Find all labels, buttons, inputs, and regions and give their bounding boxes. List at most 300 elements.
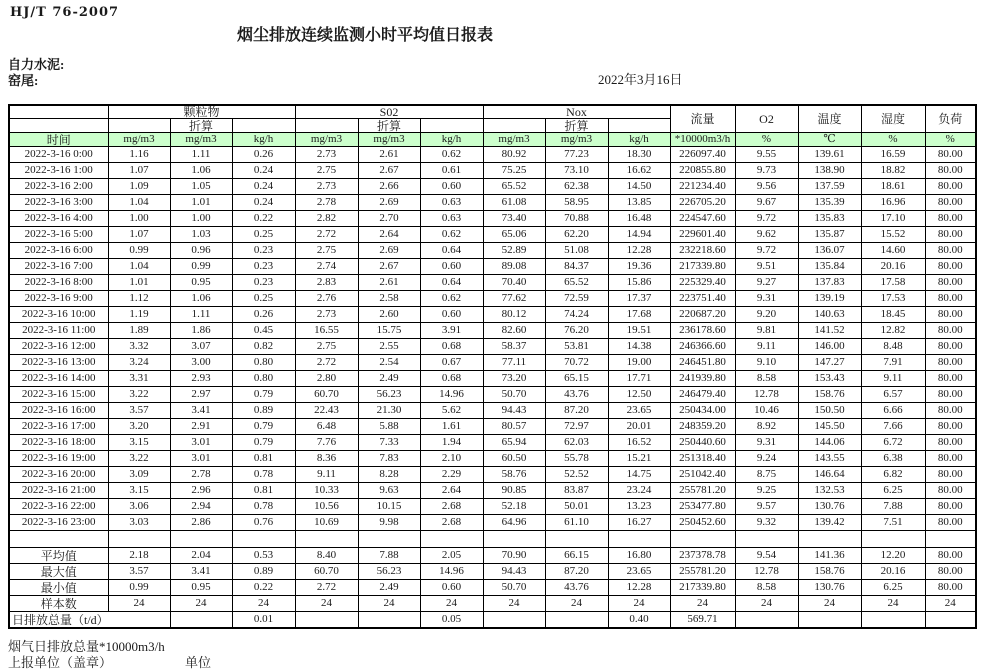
value-cell: 13.85 xyxy=(608,195,670,211)
value-cell: 75.25 xyxy=(483,163,545,179)
value-cell: 80.00 xyxy=(925,403,976,419)
value-cell: 229601.40 xyxy=(670,227,735,243)
value-cell: 9.11 xyxy=(735,339,798,355)
unit-cell: kg/h xyxy=(608,133,670,147)
value-cell: 80.00 xyxy=(925,387,976,403)
value-cell: 2.96 xyxy=(170,483,232,499)
value-cell: 17.10 xyxy=(861,211,925,227)
value-cell: 1.07 xyxy=(108,163,170,179)
table-row xyxy=(9,179,976,195)
value-cell: 237378.78 xyxy=(670,548,735,564)
value-cell xyxy=(170,531,232,548)
value-cell: 24 xyxy=(670,596,735,612)
value-cell: 2.72 xyxy=(295,355,358,371)
unit-cell: ℃ xyxy=(798,133,861,147)
value-cell: 64.96 xyxy=(483,515,545,531)
value-cell: 6.72 xyxy=(861,435,925,451)
value-cell: 56.23 xyxy=(358,564,420,580)
value-cell: 3.06 xyxy=(108,499,170,515)
value-cell: 130.76 xyxy=(798,499,861,515)
value-cell: 14.38 xyxy=(608,339,670,355)
value-cell: 62.38 xyxy=(545,179,608,195)
unit-cell: mg/m3 xyxy=(108,133,170,147)
value-cell xyxy=(545,531,608,548)
table-body xyxy=(9,147,976,629)
unit-cell: kg/h xyxy=(420,133,483,147)
value-cell: 1.01 xyxy=(170,195,232,211)
header-blank-cell xyxy=(420,119,483,133)
header-time: 时间 xyxy=(9,133,108,147)
value-cell: 9.51 xyxy=(735,259,798,275)
table-row xyxy=(9,243,976,259)
value-cell: 2.29 xyxy=(420,467,483,483)
value-cell: 3.01 xyxy=(170,435,232,451)
value-cell: 72.59 xyxy=(545,291,608,307)
value-cell xyxy=(108,531,170,548)
row-header-cell: 2022-3-16 23:00 xyxy=(9,515,108,531)
value-cell: 137.83 xyxy=(798,275,861,291)
value-cell: 24 xyxy=(861,596,925,612)
header-blank-cell xyxy=(483,119,545,133)
page-title: 烟尘排放连续监测小时平均值日报表 xyxy=(236,27,493,44)
value-cell: 7.91 xyxy=(861,355,925,371)
value-cell: 0.68 xyxy=(420,339,483,355)
value-cell: 0.01 xyxy=(232,612,295,629)
company-label: 自力水泥: xyxy=(8,57,65,72)
value-cell: 0.24 xyxy=(232,195,295,211)
value-cell: 0.22 xyxy=(232,211,295,227)
unit-cell: % xyxy=(925,133,976,147)
value-cell: 1.61 xyxy=(420,419,483,435)
table-row xyxy=(9,323,976,339)
value-cell: 80.00 xyxy=(925,435,976,451)
value-cell xyxy=(232,531,295,548)
value-cell: 19.00 xyxy=(608,355,670,371)
value-cell: 0.67 xyxy=(420,355,483,371)
value-cell: 19.51 xyxy=(608,323,670,339)
value-cell: 0.63 xyxy=(420,211,483,227)
row-header-cell: 2022-3-16 20:00 xyxy=(9,467,108,483)
value-cell: 0.22 xyxy=(232,580,295,596)
value-cell: 80.00 xyxy=(925,147,976,163)
header-group-so2: S02 xyxy=(295,105,483,119)
row-header-cell: 2022-3-16 21:00 xyxy=(9,483,108,499)
value-cell: 250452.60 xyxy=(670,515,735,531)
value-cell: 62.20 xyxy=(545,227,608,243)
value-cell: 1.05 xyxy=(170,179,232,195)
value-cell: 0.81 xyxy=(232,483,295,499)
value-cell: 23.24 xyxy=(608,483,670,499)
value-cell: 9.11 xyxy=(861,371,925,387)
value-cell: 0.60 xyxy=(420,307,483,323)
value-cell: 248359.20 xyxy=(670,419,735,435)
row-header-cell: 2022-3-16 1:00 xyxy=(9,163,108,179)
row-header-cell: 2022-3-16 18:00 xyxy=(9,435,108,451)
unit-cell: kg/h xyxy=(232,133,295,147)
value-cell xyxy=(170,612,232,629)
unit-cell: % xyxy=(735,133,798,147)
value-cell: 5.62 xyxy=(420,403,483,419)
value-cell: 94.43 xyxy=(483,564,545,580)
value-cell: 9.24 xyxy=(735,451,798,467)
value-cell: 16.48 xyxy=(608,211,670,227)
table-row xyxy=(9,195,976,211)
report-date: 2022年3月16日 xyxy=(598,72,683,87)
value-cell: 3.24 xyxy=(108,355,170,371)
header-units-row xyxy=(9,133,976,147)
value-cell xyxy=(735,612,798,629)
value-cell: 21.30 xyxy=(358,403,420,419)
value-cell: 225329.40 xyxy=(670,275,735,291)
value-cell: 9.32 xyxy=(735,515,798,531)
value-cell: 9.73 xyxy=(735,163,798,179)
value-cell: 1.04 xyxy=(108,195,170,211)
row-header-cell: 2022-3-16 13:00 xyxy=(9,355,108,371)
header-blank-cell xyxy=(108,119,170,133)
table-row xyxy=(9,355,976,371)
value-cell: 24 xyxy=(108,596,170,612)
value-cell: 0.24 xyxy=(232,163,295,179)
value-cell xyxy=(608,531,670,548)
value-cell: 138.90 xyxy=(798,163,861,179)
value-cell: 13.23 xyxy=(608,499,670,515)
value-cell: 3.07 xyxy=(170,339,232,355)
value-cell: 0.95 xyxy=(170,580,232,596)
value-cell: 135.39 xyxy=(798,195,861,211)
value-cell xyxy=(861,612,925,629)
value-cell: 9.10 xyxy=(735,355,798,371)
value-cell: 146.64 xyxy=(798,467,861,483)
value-cell: 50.01 xyxy=(545,499,608,515)
value-cell: 2.75 xyxy=(295,243,358,259)
value-cell: 80.00 xyxy=(925,355,976,371)
value-cell: 80.00 xyxy=(925,211,976,227)
header-blank-cell xyxy=(9,119,108,133)
value-cell: 7.76 xyxy=(295,435,358,451)
value-cell: 2.18 xyxy=(108,548,170,564)
value-cell: 1.11 xyxy=(170,307,232,323)
header-so2-converted: 折算 xyxy=(358,119,420,133)
value-cell: 80.00 xyxy=(925,323,976,339)
value-cell: 16.52 xyxy=(608,435,670,451)
value-cell: 9.54 xyxy=(735,548,798,564)
value-cell: 140.63 xyxy=(798,307,861,323)
value-cell: 3.01 xyxy=(170,451,232,467)
value-cell: 24 xyxy=(545,596,608,612)
header-nox-converted: 折算 xyxy=(545,119,608,133)
value-cell: 2.64 xyxy=(358,227,420,243)
value-cell: 19.36 xyxy=(608,259,670,275)
value-cell: 6.57 xyxy=(861,387,925,403)
value-cell: 3.41 xyxy=(170,403,232,419)
value-cell: 241939.80 xyxy=(670,371,735,387)
value-cell: 158.76 xyxy=(798,564,861,580)
value-cell: 1.06 xyxy=(170,163,232,179)
value-cell: 15.75 xyxy=(358,323,420,339)
value-cell: 16.80 xyxy=(608,548,670,564)
value-cell: 0.05 xyxy=(420,612,483,629)
value-cell: 12.20 xyxy=(861,548,925,564)
row-header-cell: 2022-3-16 12:00 xyxy=(9,339,108,355)
value-cell: 9.63 xyxy=(358,483,420,499)
value-cell: 2.68 xyxy=(420,515,483,531)
row-header-cell: 2022-3-16 11:00 xyxy=(9,323,108,339)
value-cell: 144.06 xyxy=(798,435,861,451)
value-cell: 7.66 xyxy=(861,419,925,435)
site-label: 窑尾: xyxy=(8,73,39,88)
value-cell: 22.43 xyxy=(295,403,358,419)
value-cell: 70.88 xyxy=(545,211,608,227)
value-cell: 0.89 xyxy=(232,564,295,580)
value-cell: 139.42 xyxy=(798,515,861,531)
table-row xyxy=(9,371,976,387)
value-cell: 255781.20 xyxy=(670,564,735,580)
value-cell: 17.37 xyxy=(608,291,670,307)
value-cell: 145.50 xyxy=(798,419,861,435)
value-cell: 70.40 xyxy=(483,275,545,291)
value-cell: 6.48 xyxy=(295,419,358,435)
value-cell: 70.90 xyxy=(483,548,545,564)
value-cell: 2.73 xyxy=(295,307,358,323)
value-cell: 89.08 xyxy=(483,259,545,275)
value-cell: 80.00 xyxy=(925,339,976,355)
value-cell: 80.00 xyxy=(925,195,976,211)
value-cell xyxy=(925,612,976,629)
row-header-cell: 2022-3-16 2:00 xyxy=(9,179,108,195)
value-cell: 65.06 xyxy=(483,227,545,243)
value-cell xyxy=(545,612,608,629)
header-time-blank xyxy=(9,105,108,119)
value-cell: 43.76 xyxy=(545,580,608,596)
value-cell: 24 xyxy=(798,596,861,612)
value-cell: 80.00 xyxy=(925,499,976,515)
value-cell: 77.62 xyxy=(483,291,545,307)
value-cell: 9.81 xyxy=(735,323,798,339)
value-cell: 16.96 xyxy=(861,195,925,211)
value-cell: 8.36 xyxy=(295,451,358,467)
row-header-cell: 平均值 xyxy=(9,548,108,564)
value-cell: 17.68 xyxy=(608,307,670,323)
value-cell: 2.67 xyxy=(358,259,420,275)
value-cell: 1.89 xyxy=(108,323,170,339)
value-cell: 94.43 xyxy=(483,403,545,419)
value-cell: 7.33 xyxy=(358,435,420,451)
value-cell: 8.28 xyxy=(358,467,420,483)
row-header-cell xyxy=(9,531,108,548)
value-cell: 0.23 xyxy=(232,275,295,291)
table-row xyxy=(9,211,976,227)
value-cell: 12.28 xyxy=(608,580,670,596)
value-cell: 24 xyxy=(295,596,358,612)
value-cell: 7.83 xyxy=(358,451,420,467)
value-cell: 20.16 xyxy=(861,259,925,275)
value-cell: 2.72 xyxy=(295,227,358,243)
value-cell xyxy=(358,531,420,548)
value-cell: 24 xyxy=(232,596,295,612)
value-cell: 0.78 xyxy=(232,467,295,483)
value-cell: 0.79 xyxy=(232,387,295,403)
value-cell: 0.26 xyxy=(232,147,295,163)
value-cell: 80.00 xyxy=(925,243,976,259)
header-humidity: 湿度 xyxy=(861,105,925,133)
row-header-cell: 2022-3-16 7:00 xyxy=(9,259,108,275)
row-header-cell: 2022-3-16 22:00 xyxy=(9,499,108,515)
header-temperature: 温度 xyxy=(798,105,861,133)
value-cell: 2.69 xyxy=(358,243,420,259)
value-cell: 2.58 xyxy=(358,291,420,307)
value-cell: 3.03 xyxy=(108,515,170,531)
value-cell: 139.61 xyxy=(798,147,861,163)
value-cell: 10.56 xyxy=(295,499,358,515)
flue-total-label: 烟气日排放总量*10000m3/h xyxy=(8,639,165,654)
value-cell: 0.64 xyxy=(420,243,483,259)
value-cell: 2.74 xyxy=(295,259,358,275)
value-cell: 3.41 xyxy=(170,564,232,580)
row-header-cell: 最大值 xyxy=(9,564,108,580)
value-cell: 0.62 xyxy=(420,291,483,307)
daily-total-label: 日排放总量（t/d） xyxy=(9,612,170,629)
value-cell: 1.19 xyxy=(108,307,170,323)
value-cell: 150.50 xyxy=(798,403,861,419)
value-cell: 2.86 xyxy=(170,515,232,531)
value-cell: 14.94 xyxy=(608,227,670,243)
value-cell: 14.50 xyxy=(608,179,670,195)
value-cell: 2.72 xyxy=(295,580,358,596)
value-cell: 158.76 xyxy=(798,387,861,403)
row-header-cell: 2022-3-16 3:00 xyxy=(9,195,108,211)
value-cell: 2.75 xyxy=(295,163,358,179)
value-cell: 23.65 xyxy=(608,403,670,419)
value-cell: 217339.80 xyxy=(670,259,735,275)
table-row xyxy=(9,259,976,275)
value-cell xyxy=(798,612,861,629)
value-cell: 24 xyxy=(925,596,976,612)
value-cell: 10.33 xyxy=(295,483,358,499)
value-cell: 72.97 xyxy=(545,419,608,435)
value-cell: 1.94 xyxy=(420,435,483,451)
value-cell: 2.67 xyxy=(358,163,420,179)
row-header-cell: 2022-3-16 14:00 xyxy=(9,371,108,387)
value-cell: 76.20 xyxy=(545,323,608,339)
value-cell: 84.37 xyxy=(545,259,608,275)
value-cell: 58.76 xyxy=(483,467,545,483)
value-cell: 0.99 xyxy=(170,259,232,275)
value-cell: 77.11 xyxy=(483,355,545,371)
header-group-pm: 颗粒物 xyxy=(108,105,295,119)
value-cell: 1.12 xyxy=(108,291,170,307)
value-cell: 0.81 xyxy=(232,451,295,467)
value-cell: 3.20 xyxy=(108,419,170,435)
table-row xyxy=(9,275,976,291)
value-cell: 24 xyxy=(735,596,798,612)
value-cell: 2.70 xyxy=(358,211,420,227)
value-cell: 0.45 xyxy=(232,323,295,339)
value-cell: 135.87 xyxy=(798,227,861,243)
value-cell: 2.10 xyxy=(420,451,483,467)
value-cell: 10.69 xyxy=(295,515,358,531)
value-cell: 58.95 xyxy=(545,195,608,211)
value-cell: 0.63 xyxy=(420,195,483,211)
table-row xyxy=(9,564,976,580)
value-cell: 61.10 xyxy=(545,515,608,531)
report-table xyxy=(8,104,977,629)
value-cell: 12.78 xyxy=(735,387,798,403)
value-cell: 80.00 xyxy=(925,275,976,291)
value-cell: 2.61 xyxy=(358,275,420,291)
value-cell: 130.76 xyxy=(798,580,861,596)
value-cell: 2.05 xyxy=(420,548,483,564)
value-cell: 6.66 xyxy=(861,403,925,419)
value-cell: 10.15 xyxy=(358,499,420,515)
value-cell: 137.59 xyxy=(798,179,861,195)
value-cell: 60.70 xyxy=(295,387,358,403)
value-cell: 141.36 xyxy=(798,548,861,564)
value-cell: 8.75 xyxy=(735,467,798,483)
header-blank-cell xyxy=(608,119,670,133)
value-cell: 135.84 xyxy=(798,259,861,275)
value-cell: 0.25 xyxy=(232,227,295,243)
value-cell: 80.92 xyxy=(483,147,545,163)
header-pm-converted: 折算 xyxy=(170,119,232,133)
value-cell: 2.54 xyxy=(358,355,420,371)
row-header-cell: 2022-3-16 4:00 xyxy=(9,211,108,227)
value-cell: 80.00 xyxy=(925,483,976,499)
value-cell: 246479.40 xyxy=(670,387,735,403)
row-header-cell: 2022-3-16 9:00 xyxy=(9,291,108,307)
row-header-cell: 2022-3-16 6:00 xyxy=(9,243,108,259)
value-cell: 17.71 xyxy=(608,371,670,387)
value-cell: 0.62 xyxy=(420,227,483,243)
value-cell: 1.01 xyxy=(108,275,170,291)
value-cell: 232218.60 xyxy=(670,243,735,259)
unit-cell: mg/m3 xyxy=(170,133,232,147)
value-cell: 17.53 xyxy=(861,291,925,307)
value-cell: 9.25 xyxy=(735,483,798,499)
value-cell: 66.15 xyxy=(545,548,608,564)
value-cell: 0.23 xyxy=(232,259,295,275)
value-cell: 15.21 xyxy=(608,451,670,467)
value-cell: 15.86 xyxy=(608,275,670,291)
value-cell: 5.88 xyxy=(358,419,420,435)
value-cell: 18.30 xyxy=(608,147,670,163)
value-cell: 1.07 xyxy=(108,227,170,243)
value-cell: 9.11 xyxy=(295,467,358,483)
table-row xyxy=(9,419,976,435)
value-cell: 77.23 xyxy=(545,147,608,163)
value-cell: 65.52 xyxy=(483,179,545,195)
value-cell: 0.76 xyxy=(232,515,295,531)
row-header-cell: 2022-3-16 10:00 xyxy=(9,307,108,323)
value-cell: 80.00 xyxy=(925,467,976,483)
table-row xyxy=(9,435,976,451)
value-cell: 12.50 xyxy=(608,387,670,403)
value-cell: 3.32 xyxy=(108,339,170,355)
value-cell: 18.45 xyxy=(861,307,925,323)
value-cell: 73.40 xyxy=(483,211,545,227)
value-cell: 2.97 xyxy=(170,387,232,403)
value-cell xyxy=(420,531,483,548)
value-cell: 51.08 xyxy=(545,243,608,259)
value-cell: 0.62 xyxy=(420,147,483,163)
header-group-row xyxy=(9,105,976,119)
value-cell: 0.96 xyxy=(170,243,232,259)
table-row xyxy=(9,227,976,243)
value-cell: 220687.20 xyxy=(670,307,735,323)
value-cell: 2.80 xyxy=(295,371,358,387)
row-header-cell: 2022-3-16 5:00 xyxy=(9,227,108,243)
value-cell: 52.89 xyxy=(483,243,545,259)
value-cell: 23.65 xyxy=(608,564,670,580)
